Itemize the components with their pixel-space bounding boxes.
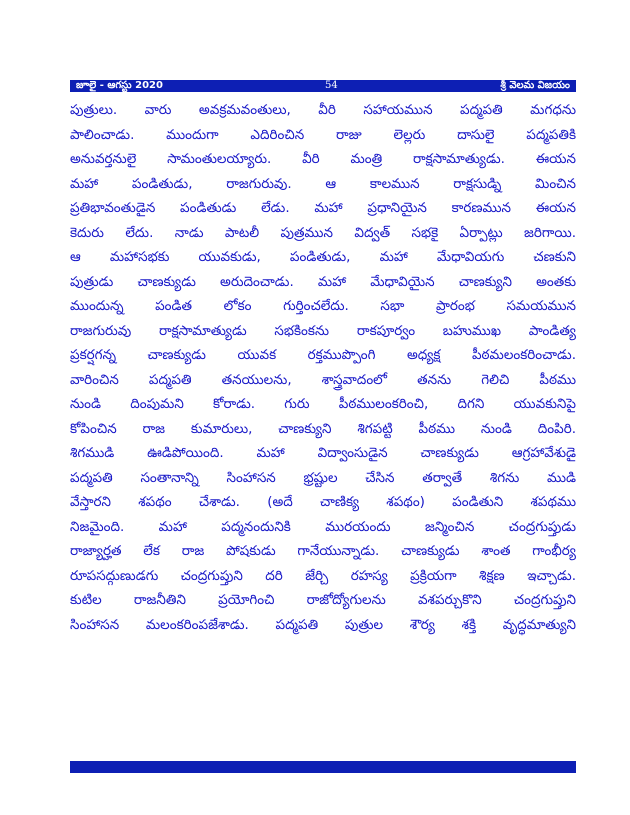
text-line: ముందున్న పండిత లోకం గుర్తించలేదు. సభా ప్రారంభ సమయమున — [70, 298, 576, 314]
text-line: వేస్తారని శపథం చేశాడు. (అదే చాణిక్య శపథం) పండితుని శపథము — [70, 494, 576, 510]
text-line: కెదురు లేదు. నాడు పాటలీ పుత్రమున విద్వత్ సభకై ఏర్పాట్లు జరిగాయి. — [70, 224, 576, 241]
text-line: రూపసద్గుణుడగు చంద్రగుప్తుని దరి జేర్చి రహస్య ప్రక్రియగా శిక్షణ ఇచ్చాడు. — [70, 567, 576, 584]
text-line: నిజమైంది. మహా పద్మనందునికి మురయందు జన్మించిన చంద్రగుప్తుడు — [70, 518, 576, 535]
page-frame — [70, 80, 576, 773]
text-line: కుటిల రాజనీతిని ప్రయోగించి రాజోద్యోగులను వశపర్చుకొని చంద్రగుప్తుని — [70, 592, 576, 608]
text-line: ప్రకర్షగన్న చాణక్యుడు యువక రక్తముప్పొంగి అధ్యక్ష పీఠమలంకరించాడు. — [70, 347, 576, 363]
page-number: 54 — [325, 80, 338, 91]
magazine-title: శ్రీ వెలమ విజయం — [500, 80, 570, 91]
text-line: పాలించాడు. ముందుగా ఎదిరించిన రాజు లెల్లరు దాసులై పద్మపతికి — [70, 126, 576, 143]
header-bar — [70, 80, 576, 92]
text-line: కోపించిన రాజ కుమారులు, చాణక్యుని శిగపట్టి పీఠము నుండి దింపిరి. — [70, 420, 576, 437]
article-body — [70, 98, 576, 753]
text-line: పుత్రులు. వారు అవక్రమవంతులు, వీరి సహాయమున పద్మపతి మగధను — [70, 102, 576, 118]
text-line: అనువర్తనులై సామంతులయ్యారు. వీరి మంత్రి రాక్షసామాత్యుడు. ఈయన — [70, 151, 576, 167]
text-line: పుత్రుడు చాణక్యుడు అరుదెంచాడు. మహా మేధావియైన చాణక్యుని అంతకు — [70, 273, 576, 290]
text-line: పద్మపతి సంతానాన్ని సింహాసన భ్రష్టుల చేసిన తర్వాతే శిగను ముడి — [70, 469, 576, 486]
text-line: రాజగురువు రాక్షసామాత్యుడు సభకింకను రాకపూర్వం బహుముఖ పాండిత్య — [70, 322, 576, 339]
text-line: మహా పండితుడు, రాజగురువు. ఆ కాలమున రాక్షసుడ్ని మించిన — [70, 175, 576, 192]
text-line: ప్రతిభావంతుడైన పండితుడు లేడు. మహా ప్రధానియైన కారణమున ఈయన — [70, 200, 576, 216]
text-line: వారించిన పద్మపతి తనయులను, శాస్త్రవాదంలో తనను గెలిచి పీఠము — [70, 371, 576, 388]
text-line: శిగముడి ఊడిపోయింది. మహా విద్వాంసుడైన చాణక్యుడు ఆగ్రహావేశుడై — [70, 445, 576, 461]
text-line: ఆ మహాసభకు యువకుడు, పండితుడు, మహా మేధావియగు చణకుని — [70, 249, 576, 265]
text-line: రాజ్యార్హత లేక రాజ పోషకుడు గానేయున్నాడు. చాణక్యుడు శాంత గాంభీర్య — [70, 543, 576, 559]
text-line: నుండి దింపుమని కోరాడు. గురు పీఠములంకరించి, దిగని యువకునిపై — [70, 396, 576, 412]
issue-date: జూలై - ఆగస్టు 2020 — [76, 80, 163, 91]
footer-bar — [70, 761, 576, 773]
text-line: సింహాసన మలంకరింపజేశాడు. పద్మపతి పుత్రుల శౌర్య శక్తి వృద్ధమాత్యుని — [70, 616, 576, 633]
